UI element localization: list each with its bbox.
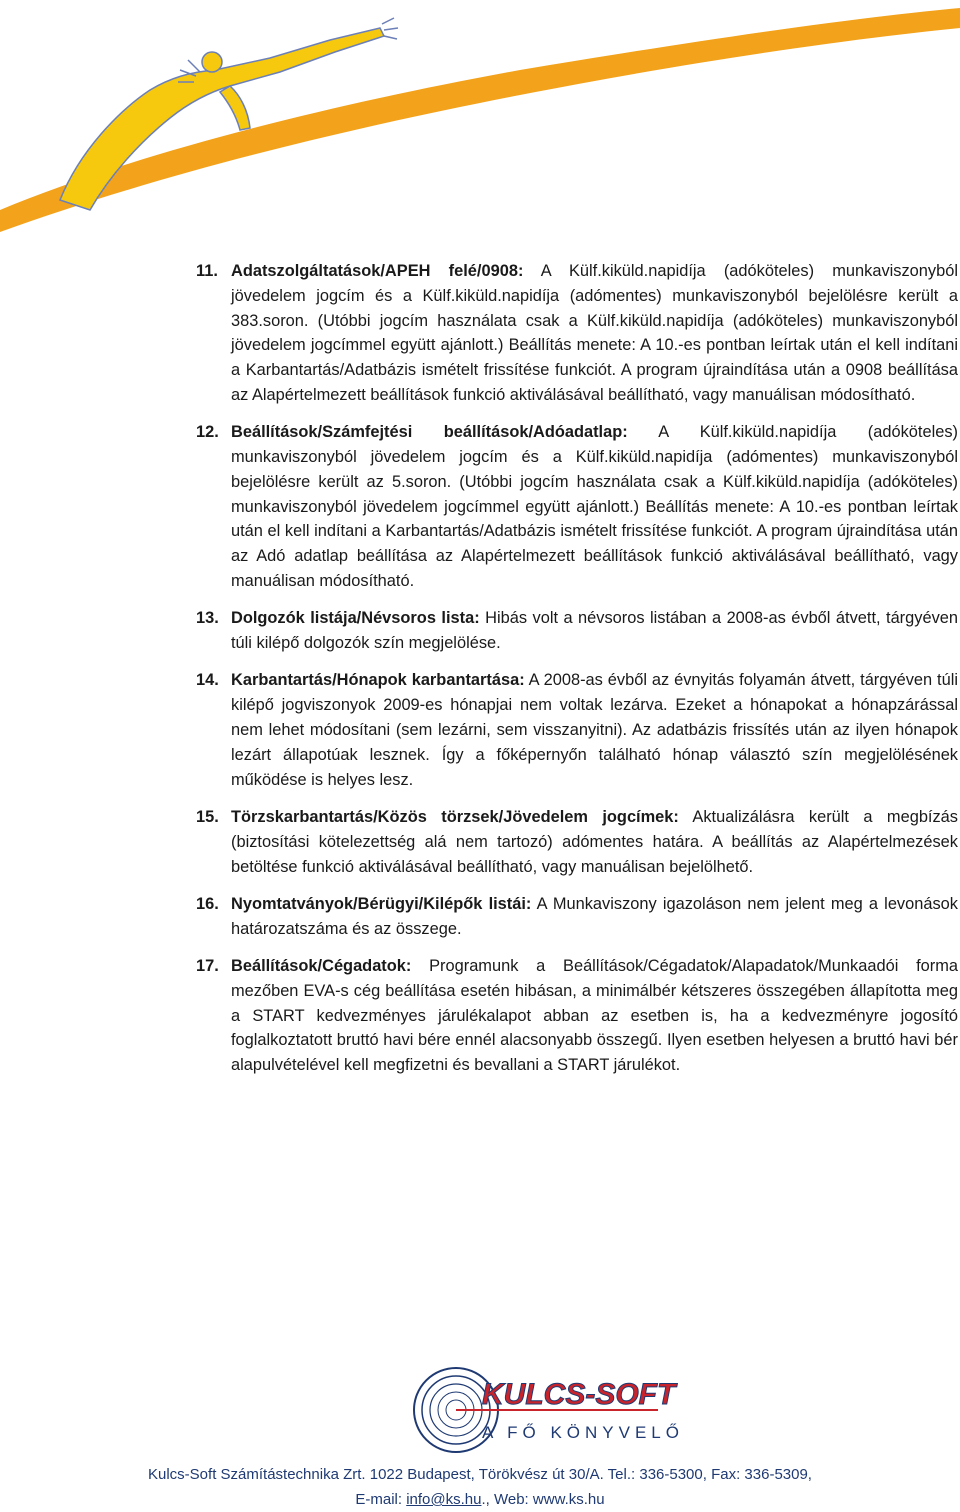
item-body: Programunk a Beállítások/Cégadatok/Alapadatok/Munkaadói forma mezőben EVA-s cég beállítása esetén hibásan, a minimálbér kétszeres összegében állapította meg a START kedvezményes járulékalapot abban az esetben is, ha a kedvezményre jogosító foglalkoztatott bruttó havi bére ennél alacsonyabb összegű. Ilyen esetben helyesen a bruttó havi bér alapulvételével kell megfizetni és bevallani a START járulékot. bbox=[231, 956, 958, 1075]
item-number: 13. bbox=[196, 609, 219, 628]
note-item-12 bbox=[196, 420, 958, 594]
item-body-extra: A program újraindítása után a 0908 beállítása az Alapértelmezett beállítások funkció aktiválásával beállítható, vagy manuálisan módosítható. bbox=[231, 361, 958, 404]
footer-email-link[interactable]: info@ks.hu bbox=[406, 1491, 482, 1508]
footer-web-label: ., Web: bbox=[481, 1491, 533, 1508]
item-body: A Külf.kiküld.napidíja (adóköteles) munkaviszonyból jövedelem jogcím és a Külf.kiküld.napidíja (adómentes) munkaviszonyból bejelölésre került az 5.soron. (Utóbbi jogcím használata csak a Külf.kiküld.napidíja (adóköteles) munkaviszonyból jövedelem jogcímmel együtt ajánlott.) Beállítás menete: A 10.-es pontban leírtak után el kell indítani a Karbantartás/Adatbázis ismételt frissítése funkciót. bbox=[231, 423, 958, 541]
page-footer bbox=[0, 1462, 960, 1512]
item-title: Karbantartás/Hónapok karbantartása: bbox=[231, 671, 525, 690]
item-number: 16. bbox=[196, 894, 219, 913]
item-title: Nyomtatványok/Bérügyi/Kilépők listái: bbox=[231, 894, 532, 913]
item-number: 17. bbox=[196, 956, 219, 975]
note-item-15 bbox=[196, 805, 958, 879]
item-body: A Külf.kiküld.napidíja (adóköteles) munkaviszonyból jövedelem jogcím és a Külf.kiküld.napidíja (adómentes) munkaviszonyból bejelölésre került a 383.soron. (Utóbbi jogcím használata csak a Külf.kiküld.napidíja (adóköteles) munkaviszonyból jövedelem jogcímmel együtt ajánlott.) Beállítás menete: A 10.-es pontban leírtak után el kell indítani a Karbantartás/Adatbázis ismételt frissítése funkciót. bbox=[231, 262, 958, 380]
release-notes-list bbox=[196, 259, 958, 1090]
logo-tagline-text: A FŐ KÖNYVELŐ bbox=[482, 1423, 684, 1442]
footer-web-url[interactable]: www.ks.hu bbox=[532, 1491, 605, 1508]
item-body: Hibás volt a névsoros listában a 2008-as évből átvett, tárgyéven túli kilépő dolgozók szín megjelölése. bbox=[231, 609, 958, 653]
item-title: Beállítások/Számfejtési beállítások/Adóadatlap: bbox=[231, 423, 628, 442]
item-number: 15. bbox=[196, 807, 219, 826]
item-body: Aktualizálásra került a megbízás (biztosítási kötelezettség alá nem tartozó) adómentes határa. A beállítás az Alapértelmezések betöltése funkció aktiválásával beállítható, vagy manuálisan bejelölhető. bbox=[231, 807, 958, 876]
note-item-14 bbox=[196, 668, 958, 792]
item-body-extra: A program újraindítása után az Adó adatlap beállítása az Alapértelmezett beállítások funkció aktiválásával beállítható, vagy manuálisan módosítható. bbox=[231, 522, 958, 591]
header-figure-illustration bbox=[0, 0, 960, 240]
item-body: A Munkaviszony igazoláson nem jelent meg a levonások határozatszáma és az összege. bbox=[231, 894, 958, 938]
item-title: Dolgozók listája/Névsoros lista: bbox=[231, 609, 480, 628]
note-item-16 bbox=[196, 892, 958, 942]
item-title: Törzskarbantartás/Közös törzsek/Jövedelem jogcímek: bbox=[231, 807, 679, 826]
item-title: Beállítások/Cégadatok: bbox=[231, 956, 412, 975]
note-item-11 bbox=[196, 259, 958, 408]
item-body: A 2008-as évből az évnyitás folyamán átvett, tárgyéven túli kilépő jogviszonyok 2009-es hónapjai nem voltak lezárva. Ezeket a hónapokat a hónapzárással nem lehet módosítani (sem lezárni, sem visszanyitni). Az adatbázis frissítés után az ilyen hónapok lezárt állapotúak lesznek. Így a főképernyőn található hónap választó szín megjelölésének működése is helyes lesz. bbox=[231, 671, 958, 789]
item-number: 14. bbox=[196, 671, 219, 690]
note-item-17 bbox=[196, 954, 958, 1078]
footer-email-label: E-mail: bbox=[355, 1491, 407, 1508]
kulcs-soft-logo bbox=[408, 1362, 684, 1466]
note-item-13 bbox=[196, 606, 958, 656]
logo-brand-text: KULCS-SOFT bbox=[482, 1378, 676, 1411]
footer-contact-line bbox=[0, 1487, 960, 1512]
item-number: 11. bbox=[196, 262, 218, 280]
item-number: 12. bbox=[196, 423, 219, 442]
footer-company-line: Kulcs-Soft Számítástechnika Zrt. 1022 Budapest, Törökvész út 30/A. Tel.: 336-5300, Fax: 336-5309, bbox=[148, 1466, 812, 1483]
item-title: Adatszolgáltatások/APEH felé/0908: bbox=[231, 262, 524, 280]
